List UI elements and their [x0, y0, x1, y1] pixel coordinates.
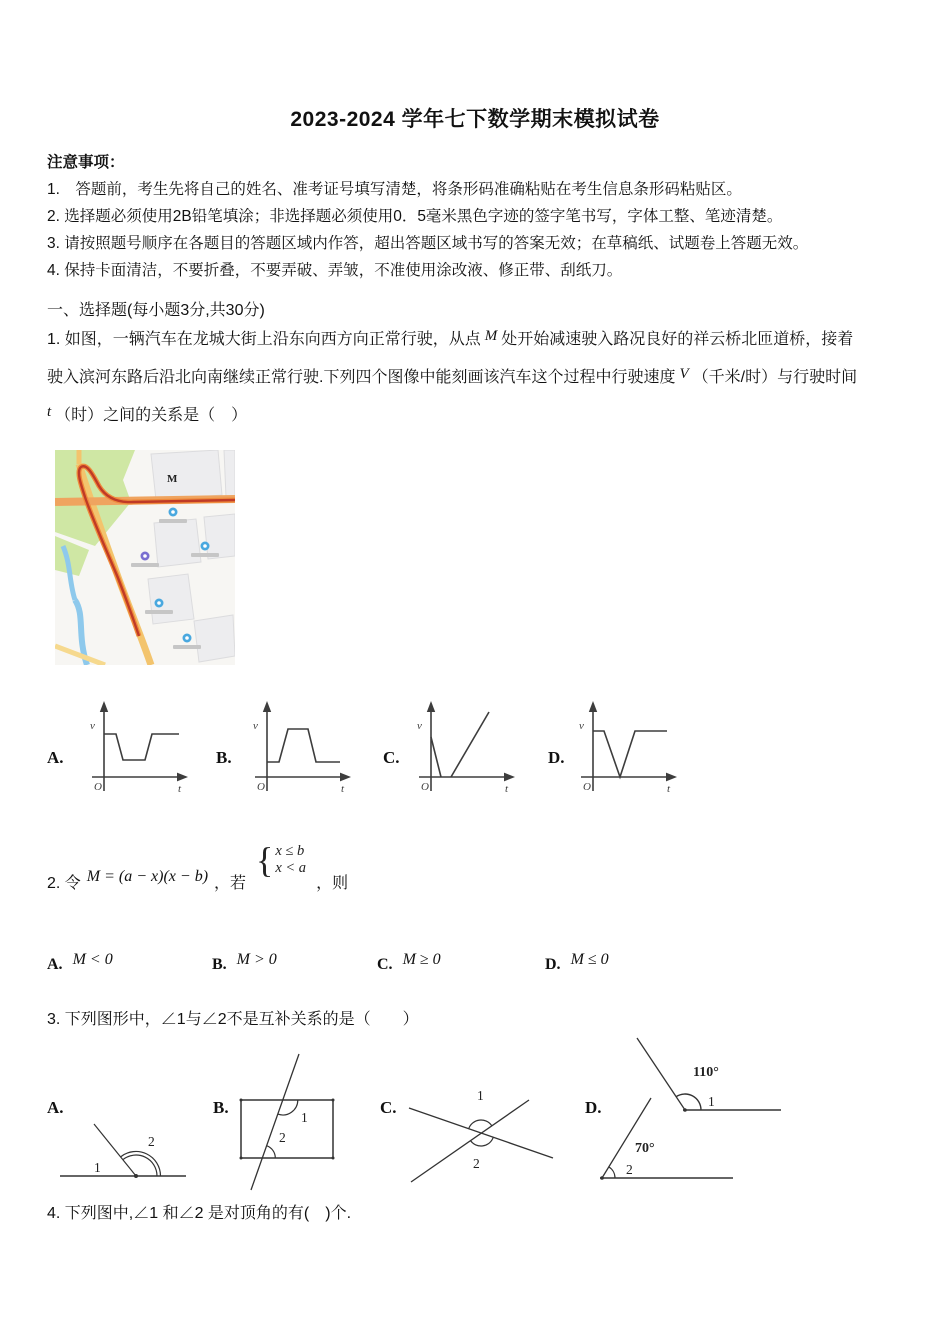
q2-option-c: C. M ≥ 0	[377, 951, 441, 973]
option-letter-a: A.	[47, 748, 64, 767]
notice-item: 3. 请按照题号顺序在各题目的答题区域内作答，超出答题区域书写的答案无效；在草稿纸、试题卷上答题无效。	[47, 235, 809, 252]
angle-figure-c	[395, 1070, 565, 1188]
v-axis-label: v	[253, 720, 258, 732]
option-letter-c: C.	[383, 748, 400, 767]
notice-item: 4. 保持卡面清洁，不要折叠，不要弄破、弄皱，不准使用涂改液、修正带、刮纸刀。	[47, 262, 623, 279]
t-axis-label: t	[667, 783, 671, 795]
notice-item: 2. 选择题必须使用2B铅笔填涂；非选择题必须使用0．5毫米黑色字迹的签字笔书写，字体工整、笔迹清楚。	[47, 208, 783, 225]
v-axis-label: v	[417, 720, 422, 732]
math-var-m: M	[484, 328, 498, 344]
origin-label: O	[421, 781, 429, 793]
q3-option-letter-c: C.	[380, 1098, 397, 1117]
t-axis-label: t	[505, 783, 509, 795]
t-axis-label: t	[341, 783, 345, 795]
angle-2-label: 2	[473, 1156, 480, 1171]
option-letter-b: B.	[216, 748, 232, 767]
angle-figure-d	[593, 1036, 788, 1198]
question-2-text: 2. 令 M = (a − x)(x − b) ，若 { x ≤ b x < a ，则	[47, 840, 349, 892]
origin-label: O	[94, 781, 102, 793]
q3-option-letter-b: B.	[213, 1098, 229, 1117]
notice-item: 1. 答题前，考生先将自己的姓名、准考证号填写清楚，将条形码准确粘贴在考生信息条形码粘贴区。	[47, 181, 742, 198]
left-brace: {	[256, 840, 274, 880]
q2-option-d: D. M ≤ 0	[545, 951, 609, 973]
q2-option-b: B. M > 0	[212, 951, 277, 973]
v-axis-label: v	[90, 720, 95, 732]
angle-2-label: 2	[279, 1130, 286, 1145]
v-axis-label: v	[579, 720, 584, 732]
question-1-line: 驶入滨河东路后沿北向南继续正常行驶.下列四个图像中能刻画该汽车这个过程中行驶速度 V （千米/时）与行驶时间	[47, 366, 858, 386]
angle-1-label: 1	[301, 1110, 308, 1125]
speed-curve	[267, 729, 340, 762]
case-bottom: x < a	[275, 860, 307, 876]
angle-figure-a	[58, 1116, 188, 1188]
origin-label: O	[583, 781, 591, 793]
q2-option-a: A. M < 0	[47, 951, 113, 973]
speed-curve	[593, 731, 667, 777]
angle-1-label: 1	[94, 1160, 101, 1175]
origin-label: O	[257, 781, 265, 793]
inequality-cases	[256, 842, 306, 878]
speed-curve	[431, 712, 489, 777]
route-map-figure	[55, 450, 235, 665]
angle-1-label: 1	[477, 1088, 484, 1103]
angle-2-label: 2	[148, 1134, 155, 1149]
question-1-line: t （时）之间的关系是（ ）	[47, 404, 248, 424]
speed-time-graph-c	[409, 699, 524, 799]
math-var-t: t	[47, 404, 52, 420]
angle-1-label: 1	[708, 1094, 715, 1109]
angle-figure-b	[233, 1042, 345, 1194]
map-point-m-label: M	[167, 473, 178, 485]
angle-2-label: 2	[626, 1162, 633, 1177]
question-4-text: 4. 下列图中,∠1 和∠2 是对顶角的有( )个.	[47, 1205, 352, 1222]
question-1-text	[47, 321, 915, 435]
notice-heading: 注意事项：	[47, 154, 125, 171]
t-axis-label: t	[178, 783, 182, 795]
q3-option-letter-a: A.	[47, 1098, 64, 1117]
notice-section	[47, 149, 913, 284]
option-letter-d: D.	[548, 748, 565, 767]
question-3-text: 3. 下列图形中，∠1与∠2不是互补关系的是（ ）	[47, 1011, 419, 1028]
exam-title: 2023-2024 学年七下数学期末模拟试卷	[290, 108, 660, 131]
section-heading: 一、选择题(每小题3分,共30分)	[47, 302, 265, 319]
case-top: x ≤ b	[275, 843, 305, 859]
angle-110-label: 110°	[693, 1065, 719, 1080]
q2-formula: M = (a − x)(x − b)	[86, 868, 209, 885]
question-1-line: 1. 如图，一辆汽车在龙城大街上沿东向西方向正常行驶，从点 M 处开始减速驶入路况良好的祥云桥北匝道桥，接着	[47, 328, 854, 348]
math-var-v: V	[679, 366, 689, 382]
speed-time-graph-d	[571, 699, 686, 799]
speed-curve	[104, 734, 179, 760]
q3-option-letter-d: D.	[585, 1098, 602, 1117]
speed-time-graph-b	[245, 699, 360, 799]
angle-70-label: 70°	[635, 1141, 655, 1156]
speed-time-graph-a	[82, 699, 197, 799]
